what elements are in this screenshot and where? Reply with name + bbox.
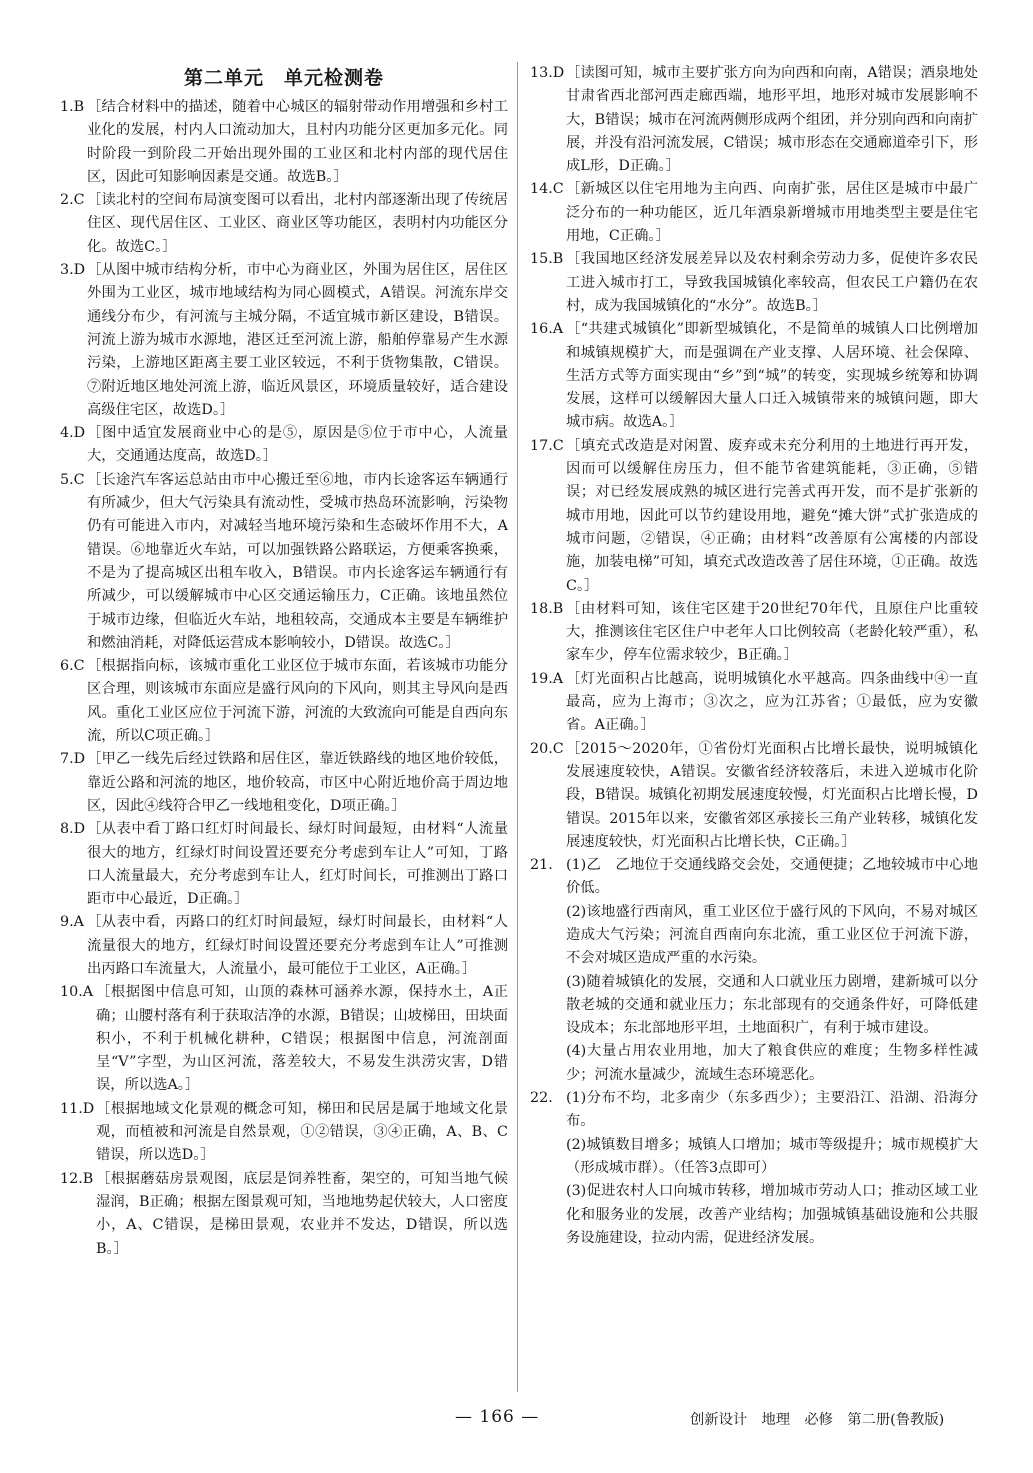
answer-number: 10.A [60,984,94,1001]
answer-text: ［从表中看，丙路口的红灯时间最短，绿灯时间最长，由材料“人流量很大的地方，红绿灯时间设置还要充分考虑到车让人”可推测出丙路口车流量大，人流量小，最可能位于工业区，A正确。］ [87,914,508,977]
answer-number: 2.C [60,192,85,209]
answer-text: ［甲乙一线先后经过铁路和居住区，靠近铁路线的地区地价较低，靠近公路和河流的地区，地价较高，市区中心附近地价高于周边地区，因此④线符合甲乙一线地租变化，D项正确。］ [87,751,508,814]
answer-22 [530,1087,978,1250]
answer-text: ［填充式改造是对闲置、废弃或未充分利用的土地进行再开发，因而可以缓解住房压力，但不能节省建筑能耗，③正确，⑤错误；对已经发展成熟的城区进行完善式再开发，而不是扩张新的城市用地，因此可以节约建设用地，避免“摊大饼”式扩张造成的城市问题，②错误，④正确；由材料“改善原有公寓楼的内部设施，加装电梯”可知，填充式改造改善了居住环境，①正确。故选C。］ [566,437,978,594]
answer-text: ［2015～2020年，①省份灯光面积占比增长最快，说明城镇化发展速度较快，A错误。安徽省经济较落后，未进入逆城市化阶段，B错误。城镇化初期发展速度较慢，灯光面积占比增长慢，D错误。2015年以来，安徽省郊区承接长三角产业转移，城镇化发展速度较快，灯光面积占比增长快，C正确。］ [566,740,978,850]
answer-item [60,1098,508,1168]
answer-text: ［读图可知，城市主要扩张方向为向西和向南，A错误；酒泉地处甘肃省西北部河西走廊西端，地形平坦，地形对城市发展影响不大，B错误；城市在河流两侧形成两个组团，并分别向西和向南扩展，并没有沿河流发展，C错误；城市形态在交通廊道牵引下，形成L形，D正确。］ [566,65,978,175]
answer-text: ［新城区以住宅用地为主向西、向南扩张，居住区是城市中最广泛分布的一种功能区，近几年酒泉新增城市用地类型主要是住宅用地，C正确。］ [566,181,978,245]
answer-number: 9.A [60,914,84,931]
answer-item [530,435,978,598]
answer-number: 3.D [60,262,86,279]
answer-item [530,598,978,668]
answer-item [60,911,508,981]
answer-number: 14.C [530,181,564,198]
answer-number: 16.A [530,321,564,338]
answer-number: 13.D [530,65,565,81]
answer-number: 17.C [530,437,564,454]
right-column [530,62,978,1250]
answer-number: 8.D [60,821,86,838]
answer-item [530,248,978,318]
answer-number: 4.D [60,425,86,442]
answer-part: (3)促进农村人口向城市转移，增加城市劳动人口；推动区域工业化和服务业的发展，改善产业结构；加强城镇基础设施和公共服务设施建设，拉动内需，促进经济发展。 [566,1183,978,1246]
answer-number: 6.C [60,658,85,675]
answer-number: 11.D [60,1100,95,1117]
answer-item [530,738,978,854]
answer-item [60,1168,508,1261]
answer-item [60,748,508,818]
answer-number: 18.B [530,600,564,617]
answer-item [530,668,978,738]
answer-text: ［读北村的空间布局演变图可以看出，北村内部逐渐出现了传统居住区、现代居住区、工业区、商业区等功能区，表明村内功能区分化。故选C。］ [87,192,508,255]
answer-item [530,178,978,248]
answer-item [60,189,508,259]
answer-text: ［由材料可知，该住宅区建于20世纪70年代，且原住户比重较大，推测该住宅区住户中老年人口比例较高（老龄化较严重），私家车少，停车位需求较少，B正确。］ [566,600,978,664]
answer-item [60,655,508,748]
left-answer-list [60,96,508,1261]
answer-text: ［图中适宜发展商业中心的是⑤，原因是⑤位于市中心，人流量大，交通通达度高，故选D。］ [87,425,508,465]
answer-part: (4)大量占用农业用地，加大了粮食供应的难度；生物多样性减少；河流水量减少，流域生态环境恶化。 [566,1043,978,1083]
answer-21 [530,854,978,1087]
answer-number: 12.B [60,1170,94,1187]
answer-text: ［根据蘑菇房景观图，底层是饲养牲畜，架空的，可知当地气候湿润，B正确；根据左图景观可知，当地地势起伏较大，人口密度小，A、C错误，是梯田景观，农业并不发达，D错误，所以选B。］ [96,1170,508,1257]
answer-item [530,318,978,434]
answer-text: ［从图中城市结构分析，市中心为商业区，外围为居住区，居住区外围为工业区，城市地域结构为同心圆模式，A错误。河流东岸交通线分布少，有河流与主城分隔，不适宜城市新区建设，B错误。河流上游为城市水源地，港区迁至河流上游，船舶停靠易产生水源污染，上游地区距离主要工业区较远，不利于货物集散，C错误。⑦附近地区地处河流上游，临近风景区，环境质量较好，适合建设高级住宅区，故选D。］ [87,262,508,418]
page-footer [0,1405,1033,1435]
answer-part: (2)城镇数目增多；城镇人口增加；城市等级提升；城市规模扩大（形成城市群）。（任答3点即可） [566,1136,978,1176]
answer-text: ［长途汽车客运总站由市中心搬迁至⑥地，市内长途客运车辆通行有所减少，但大气污染具有流动性，受城市热岛环流影响，污染物仍有可能进入市内，对减轻当地环境污染和生态破坏作用不大，A错误。⑥地靠近火车站，可以加强铁路公路联运，方便乘客换乘，不是为了提高城区出租车收入，B错误。市内长途客运车辆通行有所减少，可以缓解城市中心区交通运输压力，C正确。该地虽然位于城市边缘，但临近火车站，地租较高，交通成本主要是车辆维护和燃油消耗，对降低运营成本影响较小，D错误。故选C。］ [87,471,508,651]
column-divider [517,62,518,1392]
answer-text: ［从表中看丁路口红灯时间最长、绿灯时间最短，由材料“人流量很大的地方，红绿灯时间设置还要充分考虑到车让人”可知，丁路口人流量最大，充分考虑到车让人，红灯时间长，可推测出丁路口距市中心最近，D正确。］ [87,821,508,908]
book-title: 创新设计 地理 必修 第二册(鲁教版) [690,1412,945,1428]
answer-part: (2)该地盛行西南风，重工业区位于盛行风的下风向，不易对城区造成大气污染；河流自西南向东北流，重工业区位于河流下游，不会对城区造成严重的水污染。 [566,903,978,967]
left-column [60,62,508,1261]
answer-item [60,818,508,911]
answer-text: ［结合材料中的描述，随着中心城区的辐射带动作用增强和乡村工业化的发展，村内人口流动加大，且村内功能分区更加多元化。同时阶段一到阶段二开始出现外围的工业区和北村内部的现代居住区，因此可知影响因素是交通。故选B。］ [87,99,508,185]
answer-number: 22. [530,1090,553,1107]
answer-text: ［根据指向标，该城市重化工业区位于城市东面，若该城市功能分区合理，则该城市东面应是盛行风向的下风向，则其主导风向是西风。重化工业区应位于河流下游，河流的大致流向可能是自西向东流，所以C项正确。］ [87,658,508,745]
answer-text: ［我国地区经济发展差异以及农村剩余劳动力多，促使许多农民工进入城市打工，导致我国城镇化率较高，但农民工户籍仍在农村，成为我国城镇化的“水分”。故选B。］ [566,251,978,314]
answer-number: 15.B [530,251,564,268]
answer-number: 7.D [60,751,86,768]
answer-item [60,422,508,469]
answer-text: ［灯光面积占比越高，说明城镇化水平越高。四条曲线中④一直最高，应为上海市；③次之，应为江苏省；①最低，应为安徽省。A正确。］ [566,670,978,734]
answer-item [60,96,508,189]
answer-text: ［根据图中信息可知，山顶的森林可涵养水源，保持水土，A正确；山腰村落有利于获取洁净的水源，B错误；山坡梯田，田块面积小，不利于机械化耕种，C错误；根据图中信息，河流剖面呈“V”字型，为山区河流，落差较大，不易发生洪涝灾害，D错误，所以选A。］ [96,984,508,1094]
answer-item [60,469,508,655]
answer-item [60,259,508,422]
answer-text: (1)乙 乙地位于交通线路交会处，交通便捷；乙地较城市中心地价低。 [566,857,978,897]
answer-text: ［“共建式城镇化”即新型城镇化，不是简单的城镇人口比例增加和城镇规模扩大，而是强调在产业支撑、人居环境、社会保障、生活方式等方面实现由“乡”到“城”的转变，实现城乡统筹和协调发展，这样可以缓解因大量人口迁入城镇带来的城镇问题，即大城市病。故选A。］ [566,321,978,431]
answer-number: 1.B [60,99,85,115]
answer-item [530,62,978,178]
answer-number: 19.A [530,670,564,687]
answer-number: 20.C [530,740,564,757]
page-title: 第二单元 单元检测卷 [183,67,384,89]
answer-item [60,981,508,1097]
page-number: — 166 — [455,1407,540,1427]
right-answer-list [530,62,978,854]
answer-number: 5.C [60,471,85,488]
answer-text: (1)分布不均，北多南少（东多西少）；主要沿江、沿湖、沿海分布。 [566,1090,978,1130]
answer-number: 21. [530,857,553,874]
answer-text: ［根据地域文化景观的概念可知，梯田和民居是属于地域文化景观，而植被和河流是自然景观，①②错误，③④正确，A、B、C错误，所以选D。］ [96,1100,508,1164]
answer-part: (3)随着城镇化的发展，交通和人口就业压力剧增，建新城可以分散老城的交通和就业压力；东北部现有的交通条件好，可降低建设成本；东北部地形平坦，土地面积广，有利于城市建设。 [566,973,978,1037]
